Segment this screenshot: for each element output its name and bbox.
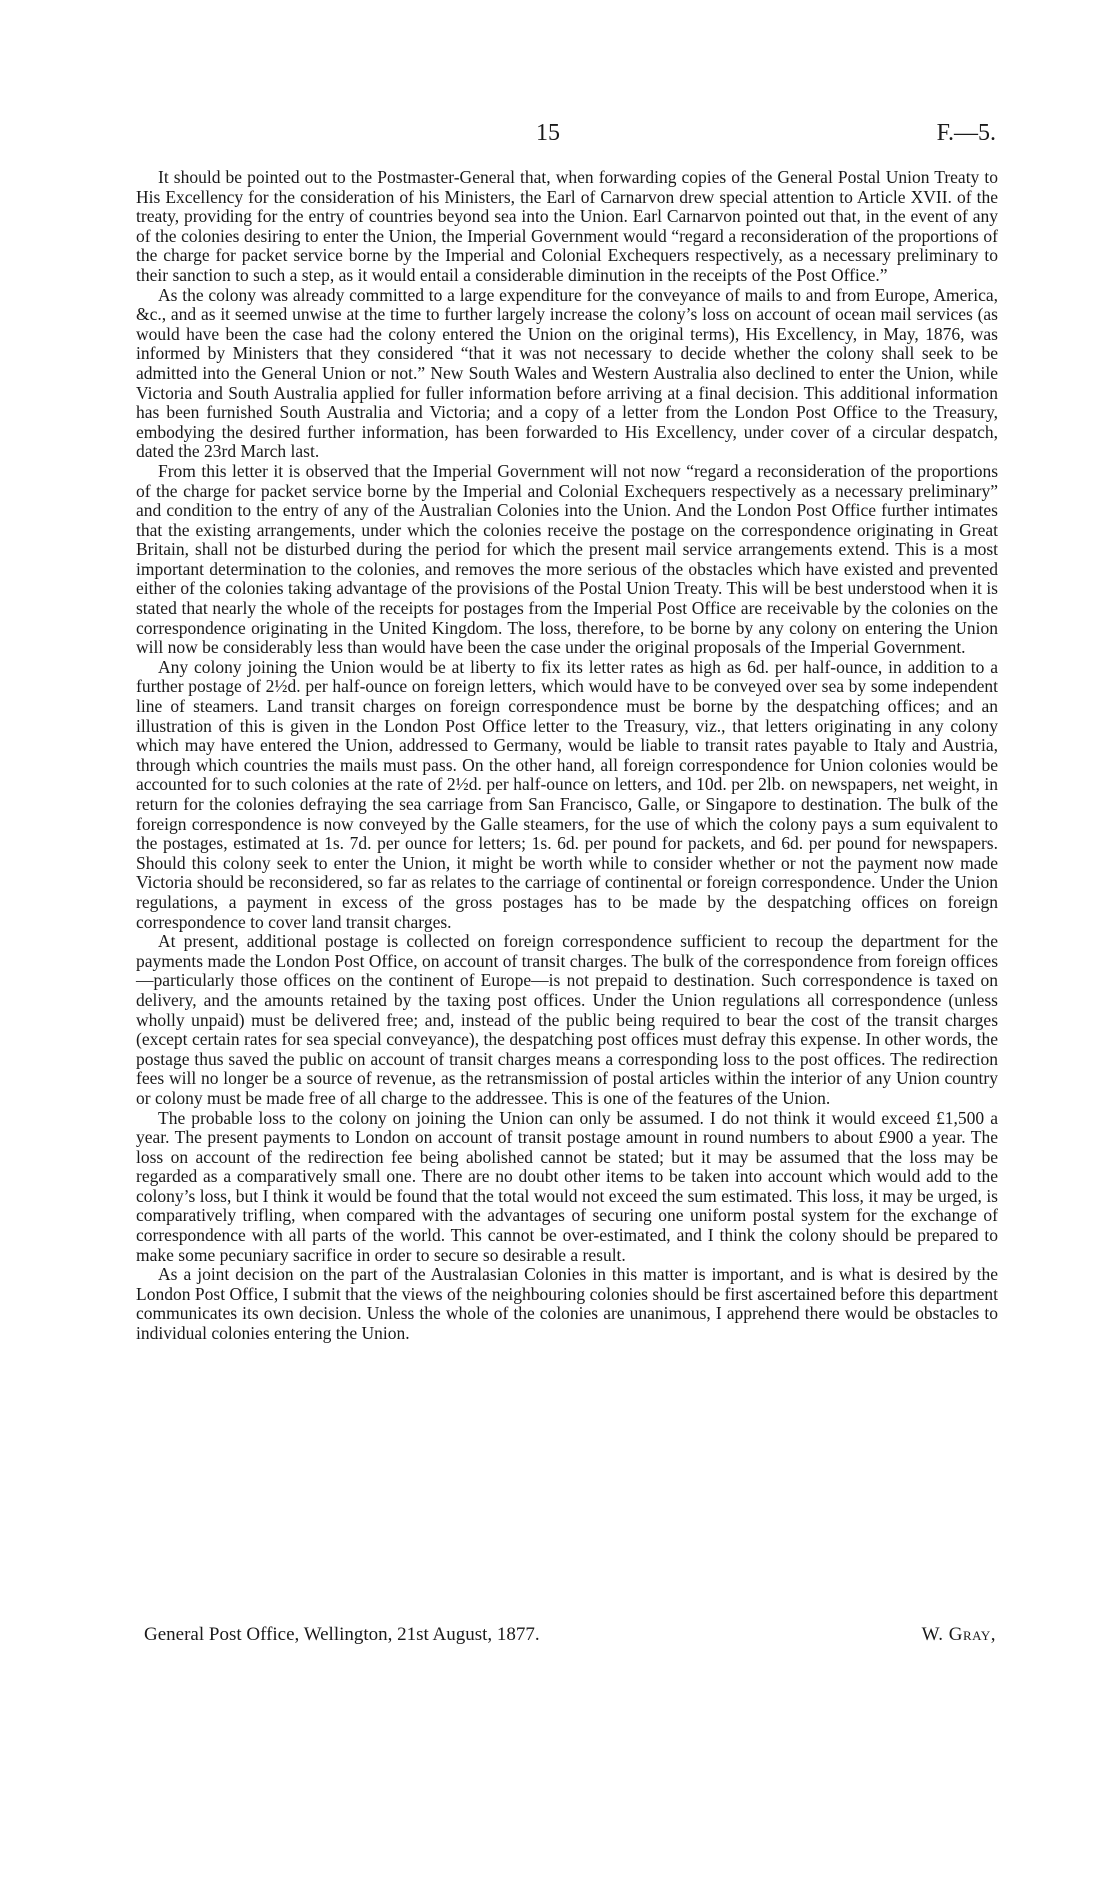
- page-header: [0, 120, 1114, 150]
- document-reference: F.—5.: [936, 120, 996, 146]
- body-text: [136, 168, 998, 1344]
- place-and-date: General Post Office, Wellington, 21st August, 1877.: [144, 1624, 540, 1645]
- letter-footer: [136, 1624, 998, 1650]
- paragraph: At present, additional postage is collected on foreign correspondence sufficient to recoup the department for the payments made the London Post Office, on account of transit charges. The bulk of the correspondence from foreign offices—particularly those offices on the continent of Europe—is not prepaid to destination. Such correspondence is taxed on delivery, and the amounts retained by the taxing post offices. Under the Union regulations all correspondence (unless wholly unpaid) must be delivered free; and, instead of the public being required to bear the cost of the transit charges (except certain rates for sea special conveyance), the despatching post offices must defray this expense. In other words, the postage thus saved the public on account of transit charges means a corresponding loss to the post offices. The redirection fees will no longer be a source of revenue, as the retransmission of postal articles within the interior of any Union country or colony must be made free of all charge to the addressee. This is one of the features of the Union.: [136, 931, 998, 1108]
- paragraph: Any colony joining the Union would be at liberty to fix its letter rates as high as 6d. per half-ounce, in addition to a further postage of 2½d. per half-ounce on foreign letters, which would have to be conveyed over sea by some independent line of steamers. Land transit charges on foreign correspondence must be borne by the despatching offices; and an illustration of this is given in the London Post Office letter to the Treasury, viz., that letters originating in any colony which may have entered the Union, addressed to Germany, would be liable to transit rates payable to Italy and Austria, through which countries the mails must pass. On the other hand, all foreign correspondence for Union colonies would be accounted for to such colonies at the rate of 2½d. per half-ounce on letters, and 10d. per 2lb. on newspapers, net weight, in return for the colonies defraying the sea carriage from San Francisco, Galle, or Singapore to destination. The bulk of the foreign correspondence is now conveyed by the Galle steamers, for the use of which the colony pays a sum equivalent to the postages, estimated at 1s. 7d. per ounce for letters; 1s. 6d. per pound for packets, and 6d. per pound for newspapers. Should this colony seek to enter the Union, it might be worth while to consider whether or not the payment now made Victoria should be reconsidered, so far as relates to the carriage of continental or foreign correspondence. Under the Union regulations, a payment in excess of the gross postages has to be made by the despatching offices on foreign correspondence to cover land transit charges.: [136, 656, 998, 932]
- paragraph: The probable loss to the colony on joining the Union can only be assumed. I do not think it would exceed £1,500 a year. The present payments to London on account of transit postage amount in round numbers to about £900 a year. The loss on account of the redirection fee being abolished cannot be stated; but it may be assumed that the loss may be regarded as a comparatively small one. There are no doubt other items to be taken into account which would add to the colony’s loss, but I think it would be found that the total would not exceed the sum estimated. This loss, it may be urged, is comparatively trifling, when compared with the advantages of securing one uniform postal system for the exchange of correspondence with all parts of the world. This cannot be over-estimated, and I think the colony should be prepared to make some pecuniary sacrifice in order to secure so desirable a result.: [136, 1107, 998, 1265]
- signature: W. Gray,: [921, 1624, 996, 1645]
- paragraph: As a joint decision on the part of the Australasian Colonies in this matter is important, and is what is desired by the London Post Office, I submit that the views of the neighbouring colonies should be first ascertained before this department communicates its own decision. Unless the whole of the colonies are unanimous, I apprehend there would be obstacles to individual colonies entering the Union.: [136, 1264, 998, 1344]
- paragraph: From this letter it is observed that the Imperial Government will not now “regard a reconsideration of the proportions of the charge for packet service borne by the Imperial and Colonial Exchequers respectively as a necessary preliminary” and condition to the entry of any of the Australian Colonies into the Union. And the London Post Office further intimates that the existing arrangements, under which the colonies receive the postage on the correspondence originating in Great Britain, shall not be disturbed during the period for which the present mail service arrangements extend. This is a most important determination to the colonies, and removes the more serious of the obstacles which have existed and prevented either of the colonies taking advantage of the provisions of the Postal Union Treaty. This will be best understood when it is stated that nearly the whole of the receipts for postages from the Imperial Post Office are receivable by the colonies on the correspondence originating in the United Kingdom. The loss, therefore, to be borne by any colony on entering the Union will now be considerably less than would have been the case under the original proposals of the Imperial Government.: [136, 460, 998, 658]
- page-number: 15: [536, 120, 560, 146]
- paragraph: It should be pointed out to the Postmaster-General that, when forwarding copies of the General Postal Union Treaty to His Excellency for the consideration of his Ministers, the Earl of Carnarvon drew special attention to Article XVII. of the treaty, providing for the entry of countries beyond sea into the Union. Earl Carnarvon pointed out that, in the event of any of the colonies desiring to enter the Union, the Imperial Government would “regard a reconsideration of the proportions of the charge for packet service borne by the Imperial and Colonial Exchequers respectively, as a necessary preliminary to their sanction to such a step, as it would entail a considerable diminution in the receipts of the Post Office.”: [136, 167, 998, 285]
- paragraph: As the colony was already committed to a large expenditure for the conveyance of mails to and from Europe, America, &c., and as it seemed unwise at the time to further largely increase the colony’s loss on account of ocean mail services (as would have been the case had the colony entered the Union on the original terms), His Excellency, in May, 1876, was informed by Ministers that they considered “that it was not necessary to decide whether the colony shall seek to be admitted into the General Union or not.” New South Wales and Western Australia also declined to enter the Union, while Victoria and South Australia applied for fuller information before arriving at a final decision. This additional information has been furnished South Australia and Victoria; and a copy of a letter from the London Post Office to the Treasury, embodying the desired further information, has been forwarded to His Excellency, under cover of a circular despatch, dated the 23rd March last.: [136, 284, 998, 462]
